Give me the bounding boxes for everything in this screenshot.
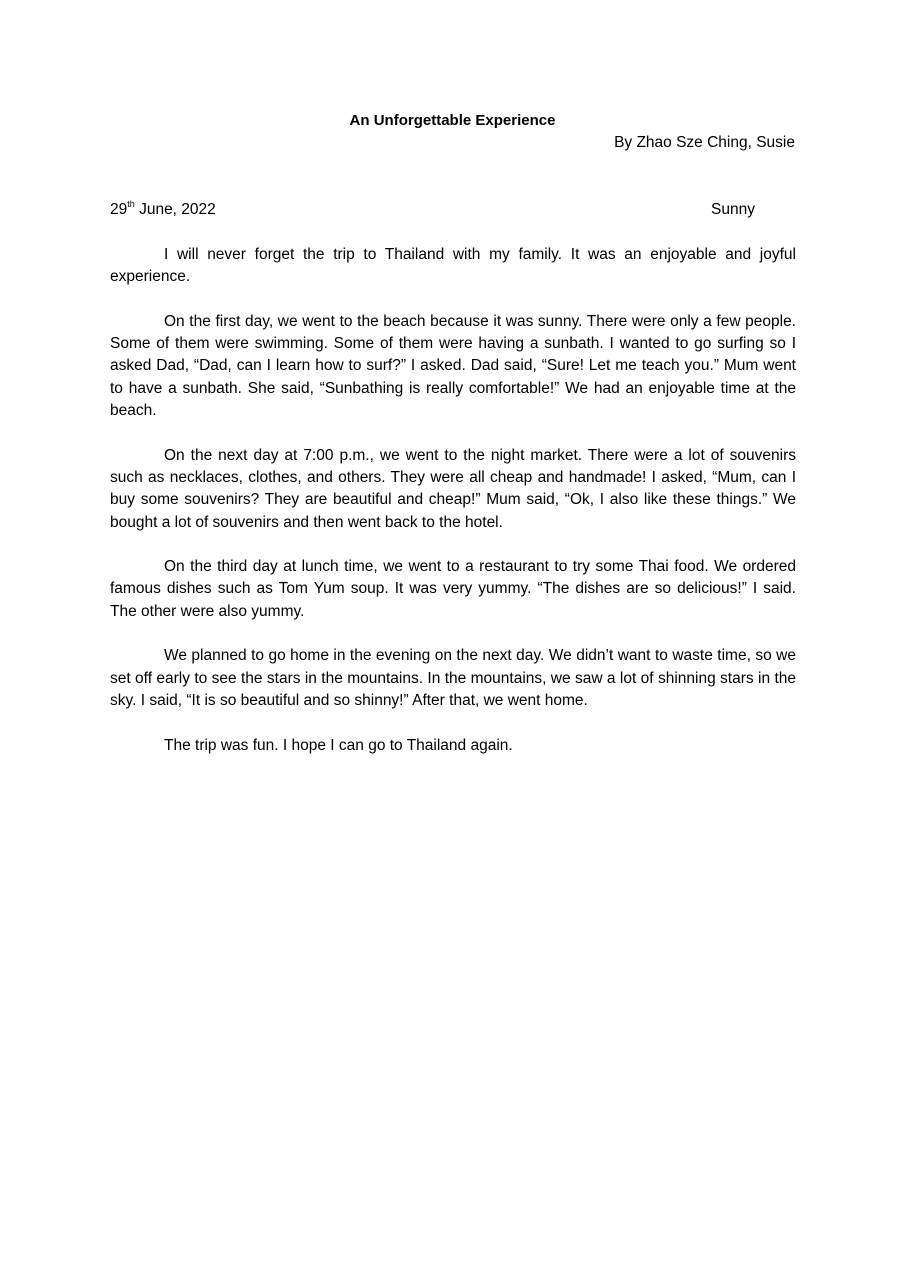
paragraph: The trip was fun. I hope I can go to Thailand again. — [164, 736, 513, 754]
date — [110, 198, 216, 219]
author-line: By Zhao Sze Ching, Susie — [614, 134, 795, 151]
paragraph: I will never forget the trip to Thailand with my family. It was an enjoyable and joyful experience. — [110, 246, 796, 286]
paragraph: On the third day at lunch time, we went to a restaurant to try some Thai food. We ordered famous dishes such as Tom Yum soup. It was very yummy. “The dishes are so delicious!” I said. The other were also yummy. — [110, 558, 796, 620]
paragraph: On the first day, we went to the beach because it was sunny. There were only a few people. Some of them were swimming. Some of them were having a sunbath. I wanted to go surfing so I asked Dad, “Dad, can I learn how to surf?” I asked. Dad said, “Sure! Let me teach you.” Mum went to have a sunbath. She said, “Sunbathing is really comfortable!” We had an enjoyable time at the beach. — [110, 312, 796, 420]
date-rest: June, 2022 — [134, 201, 216, 218]
body-text — [110, 244, 796, 779]
weather: Sunny — [711, 201, 755, 218]
paragraph: On the next day at 7:00 p.m., we went to the night market. There were a lot of souvenirs such as necklaces, clothes, and others. They were all cheap and handmade! I asked, “Mum, can I buy some souvenirs? They are beautiful and cheap!” Mum said, “Ok, I also like these things.” We bought a lot of souvenirs and then went back to the hotel. — [110, 446, 796, 531]
paragraph: We planned to go home in the evening on the next day. We didn’t want to waste time, so we set off early to see the stars in the mountains. In the mountains, we saw a lot of shinning stars in the sky. I said, “It is so beautiful and so shinny!” After that, we went home. — [110, 647, 796, 709]
date-suffix: th — [127, 198, 135, 209]
document-title: An Unforgettable Experience — [349, 112, 556, 129]
date-day: 29 — [110, 201, 128, 218]
